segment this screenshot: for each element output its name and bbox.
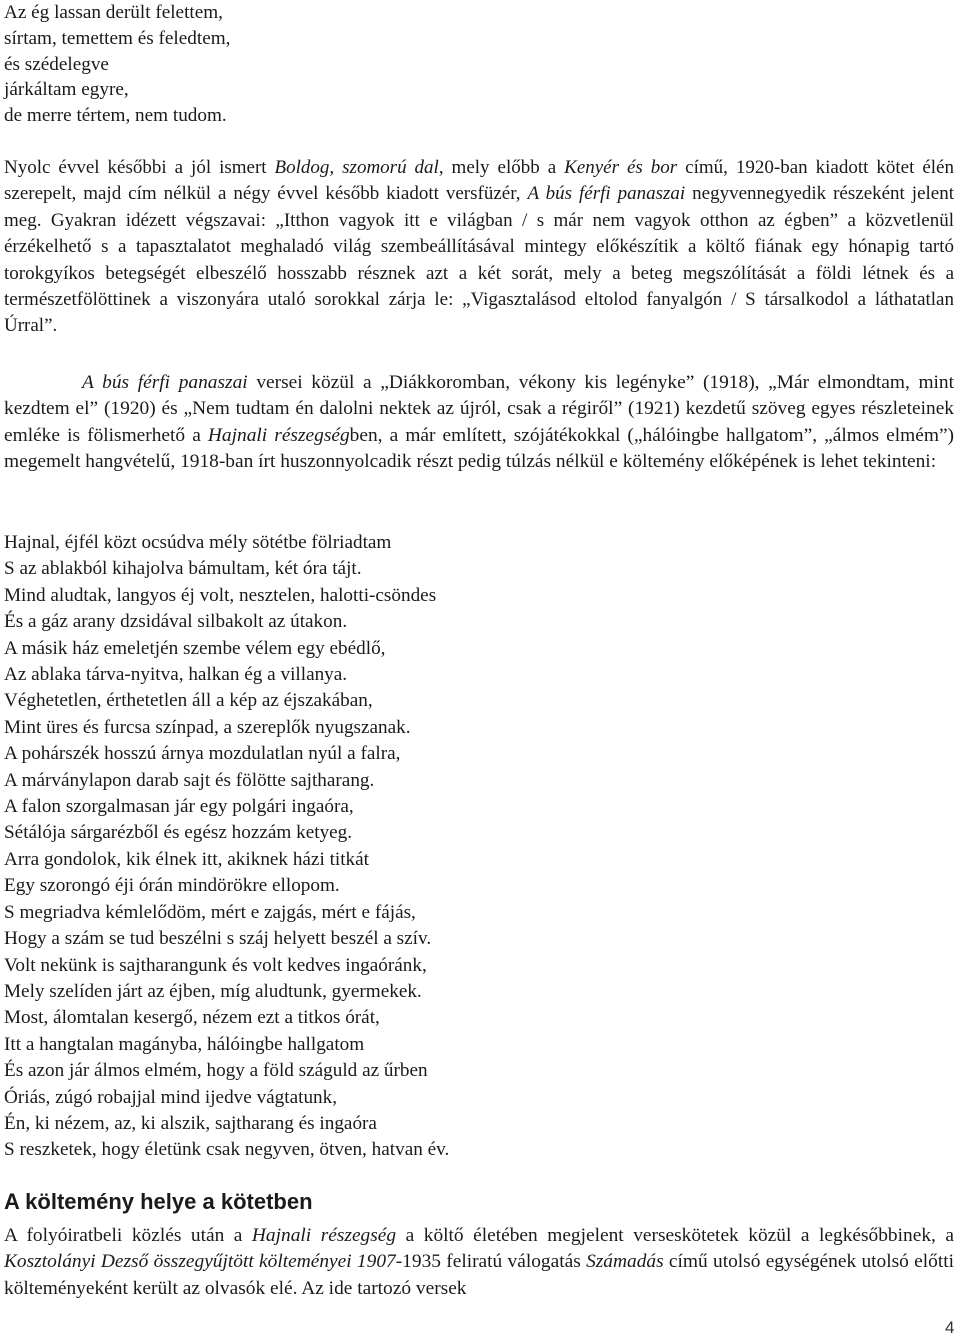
poem-line: Mint üres és furcsa színpad, a szereplők nyugszanak. bbox=[4, 716, 411, 738]
quoted-poem bbox=[4, 530, 449, 1164]
text-run: Nyolc évvel későbbi a jól ismert bbox=[4, 157, 275, 178]
poem-line: sírtam, temettem és feledtem, bbox=[4, 27, 231, 49]
poem-line: És a gáz arany dzsidával silbakolt az útakon. bbox=[4, 611, 348, 633]
italic-title: A bús férfi panaszai bbox=[82, 372, 248, 393]
text-run: című utolsó egységének utolsó előtti költeményeként került az olvasók elé. Az ide tartozó versek bbox=[4, 1251, 955, 1299]
poem-line: Hogy a szám se tud beszélni s száj helyett beszél a szív. bbox=[4, 928, 432, 950]
intro-poem-stanza bbox=[4, 0, 230, 129]
poem-line: Itt a hangtalan magányba, hálóingbe hallgatom bbox=[4, 1033, 365, 1055]
italic-title: A bús férfi panaszai bbox=[527, 183, 686, 205]
poem-line: S megriadva kémlelődöm, mért e zajgás, mért e fájás, bbox=[4, 901, 416, 923]
italic-title: Hajnali részegség bbox=[207, 424, 350, 446]
text-run: című, 1920-ban kiadott kötet élén szerepelt, majd cím nélkül a négy évvel később kiadott versfüzér, bbox=[4, 157, 954, 205]
italic-title: Kenyér és bor bbox=[564, 157, 678, 178]
poem-line: Sétálója sárgarézből és egész hozzám ketyeg. bbox=[4, 822, 353, 844]
poem-line: Mely szelíden járt az éjben, míg aludtunk, gyermekek. bbox=[4, 980, 422, 1002]
poem-line: Véghetetlen, érthetetlen áll a kép az éjszakában, bbox=[4, 690, 373, 712]
text-run: -1935 feliratú válogatás bbox=[395, 1251, 587, 1273]
poem-line: Az ablaka tárva-nyitva, halkan ég a villanya. bbox=[4, 664, 348, 686]
poem-line: Mind aludtak, langyos éj volt, nesztelen, halotti-csöndes bbox=[4, 584, 437, 606]
text-run: A folyóiratbeli közlés után a bbox=[4, 1225, 252, 1246]
poem-line: A falon szorgalmasan jár egy polgári ingaóra, bbox=[4, 796, 354, 818]
poem-line: és szédelegve bbox=[4, 53, 109, 75]
italic-title: Számadás bbox=[586, 1251, 664, 1273]
body-paragraph-2 bbox=[4, 370, 954, 476]
italic-title: Boldog, szomorú dal bbox=[274, 157, 439, 178]
poem-line: Egy szorongó éji órán mindörökre ellopom. bbox=[4, 875, 340, 897]
poem-line: S az ablakból kihajolva bámultam, két óra tájt. bbox=[4, 558, 362, 580]
poem-line: Volt nekünk is sajtharangunk és volt kedves ingaóránk, bbox=[4, 954, 427, 976]
poem-line: A pohárszék hosszú árnya mozdulatlan nyúl a falra, bbox=[4, 743, 401, 765]
poem-line: A márványlapon darab sajt és fölötte sajtharang. bbox=[4, 769, 375, 791]
page-number: 4 bbox=[945, 1318, 955, 1337]
body-paragraph-1 bbox=[4, 155, 954, 340]
section-heading: A költemény helye a kötetben bbox=[4, 1189, 313, 1214]
text-run: ben, a már említett, szójátékokkal („hálóingbe hallgatom”, „álmos elmém”) megemelt hangvételű, 1918-ban írt huszonnyolcadik részt pedig túlzás nélkül e költemény előképének is lehet tekinteni: bbox=[4, 424, 955, 473]
poem-line: Most, álomtalan kesergő, nézem ezt a titkos órát, bbox=[4, 1007, 380, 1029]
text-run: a költő életében megjelent verseskötetek közül a legkésőbbinek, a bbox=[396, 1225, 954, 1246]
poem-line: A másik ház emeletjén szembe vélem egy ebédlő, bbox=[4, 637, 386, 659]
text-run: negyvennegyedik részeként jelent meg. Gyakran idézett végszavai: „Itthon vagyok itt e világban / s már nem vagyok otthon az égben” a közvetlenül érzékelhető s a tapasztalatot meghaladó világ szembeállításával mintegy előkészítik a költő fiának egy hónapig tartó torokgyíkos betegségét elbeszélő hosszabb résznek azt a két sorát, mely a beteg megszólítását a földi létnek és a természetfölöttinek a viszonyára utaló sorokkal zárja le: „Vigasztalásod eltolod fanyalgón / S társalkodol a láthatatlan Úrral”. bbox=[4, 183, 954, 337]
text-run: , mely előbb a bbox=[438, 157, 565, 178]
poem-line: És azon jár álmos elmém, hogy a föld száguld az űrben bbox=[4, 1060, 428, 1082]
poem-line: Hajnal, éjfél közt ocsúdva mély sötétbe fölriadtam bbox=[4, 532, 392, 553]
poem-line: Arra gondolok, kik élnek itt, akiknek házi titkát bbox=[4, 848, 370, 870]
poem-line: Óriás, zúgó robajjal mind ijedve vágtatunk, bbox=[4, 1086, 338, 1108]
poem-line: de merre tértem, nem tudom. bbox=[4, 105, 227, 127]
poem-line: S reszketek, hogy életünk csak negyven, ötven, hatvan év. bbox=[4, 1139, 450, 1161]
italic-title: Hajnali részegség bbox=[251, 1225, 397, 1246]
italic-title: Kosztolányi Dezső összegyűjtött költeményei 1907 bbox=[4, 1251, 396, 1273]
poem-line: Az ég lassan derült felettem, bbox=[4, 2, 223, 23]
text-run: versei közül a „Diákkoromban, vékony kis legényke” (1918), „Már elmondtam, mint kezdtem el” (1920) és „Nem tudtam én dalolni nektek az újról, csak a régiről” (1921) kezdetű szöveg egyes részleteinek emléke is fölismerhető a bbox=[4, 372, 955, 446]
body-paragraph-3 bbox=[4, 1223, 954, 1302]
poem-line: járkáltam egyre, bbox=[4, 79, 129, 101]
poem-line: Én, ki nézem, az, ki alszik, sajtharang és ingaóra bbox=[4, 1112, 377, 1134]
